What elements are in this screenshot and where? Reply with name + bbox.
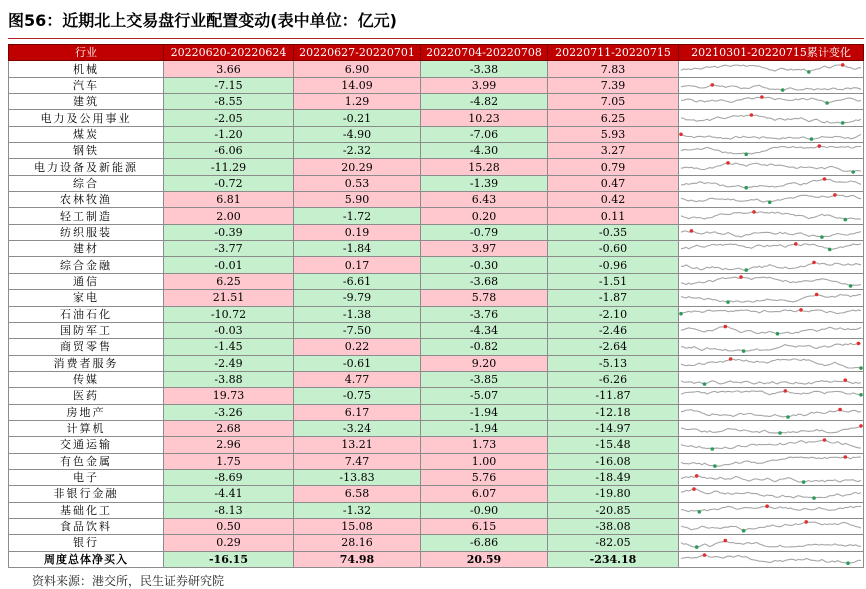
sparkline-min-marker [679, 312, 683, 316]
weekly-flow-value: -1.51 [548, 273, 679, 289]
table-row [9, 290, 864, 306]
industry-name: 建材 [9, 241, 164, 257]
table-row [9, 518, 864, 534]
weekly-flow-value: -7.15 [164, 77, 294, 93]
weekly-flow-value: -4.30 [421, 143, 548, 159]
industry-name: 电力及公用事业 [9, 110, 164, 126]
sparkline-max-marker [711, 83, 715, 87]
header-industry: 行业 [9, 45, 164, 61]
weekly-flow-value: -20.85 [548, 502, 679, 518]
weekly-flow-value: -2.32 [294, 143, 421, 159]
weekly-flow-value: 28.16 [294, 535, 421, 551]
cumulative-sparkline [679, 143, 864, 159]
weekly-flow-value: -3.24 [294, 420, 421, 436]
table-row [9, 371, 864, 387]
weekly-flow-value: 0.17 [294, 257, 421, 273]
industry-name: 钢铁 [9, 143, 164, 159]
cumulative-sparkline [679, 241, 864, 257]
sparkline-max-marker [833, 193, 837, 197]
sparkline-min-marker [695, 546, 699, 550]
weekly-flow-value: -6.86 [421, 535, 548, 551]
weekly-flow-value: -1.45 [164, 339, 294, 355]
weekly-flow-value: -13.83 [294, 469, 421, 485]
table-row [9, 404, 864, 420]
weekly-flow-value: -4.82 [421, 94, 548, 110]
weekly-flow-value: 3.97 [421, 241, 548, 257]
table-row [9, 126, 864, 142]
sparkline-max-marker [703, 553, 707, 557]
table-row [9, 420, 864, 436]
industry-name: 有色金属 [9, 453, 164, 469]
weekly-flow-value: -6.61 [294, 273, 421, 289]
industry-name: 非银行金融 [9, 486, 164, 502]
table-row [9, 306, 864, 322]
sparkline-max-marker [841, 63, 845, 67]
industry-name: 医药 [9, 388, 164, 404]
weekly-flow-value: -9.79 [294, 290, 421, 306]
industry-name: 机械 [9, 61, 164, 77]
cumulative-sparkline [679, 355, 864, 371]
weekly-flow-value: 15.08 [294, 518, 421, 534]
sparkline-min-marker [713, 464, 717, 468]
weekly-flow-value: 6.90 [294, 61, 421, 77]
weekly-flow-value: -4.90 [294, 126, 421, 142]
weekly-flow-value: 10.23 [421, 110, 548, 126]
weekly-flow-value: 1.29 [294, 94, 421, 110]
industry-name: 综合 [9, 175, 164, 191]
industry-name: 银行 [9, 535, 164, 551]
header-cumulative: 20210301-20220715累计变化 [679, 45, 864, 61]
weekly-flow-value: 7.47 [294, 453, 421, 469]
weekly-flow-value: -0.30 [421, 257, 548, 273]
table-body [9, 61, 864, 568]
sparkline-max-marker [726, 161, 730, 165]
weekly-flow-value: 6.25 [164, 273, 294, 289]
weekly-flow-value: -6.26 [548, 371, 679, 387]
cumulative-sparkline [679, 175, 864, 191]
weekly-flow-value: -1.32 [294, 502, 421, 518]
sparkline-min-marker [810, 137, 814, 141]
total-value: 74.98 [294, 551, 421, 567]
cumulative-sparkline [679, 502, 864, 518]
weekly-flow-value: 6.25 [548, 110, 679, 126]
sparkline-max-marker [844, 455, 848, 459]
weekly-flow-value: 0.19 [294, 224, 421, 240]
weekly-flow-value: -0.79 [421, 224, 548, 240]
table-row [9, 77, 864, 93]
sparkline-min-marker [849, 284, 853, 288]
industry-name: 通信 [9, 273, 164, 289]
weekly-flow-value: 7.83 [548, 61, 679, 77]
weekly-flow-value: -7.06 [421, 126, 548, 142]
header-week-3: 20220704-20220708 [421, 45, 548, 61]
cumulative-sparkline [679, 61, 864, 77]
weekly-flow-value: -3.68 [421, 273, 548, 289]
cumulative-sparkline [679, 322, 864, 338]
sparkline-min-marker [742, 350, 746, 354]
industry-name: 房地产 [9, 404, 164, 420]
weekly-flow-value: -1.87 [548, 290, 679, 306]
table-row [9, 388, 864, 404]
weekly-flow-value: 3.66 [164, 61, 294, 77]
total-value: -234.18 [548, 551, 679, 567]
sparkline-min-marker [744, 186, 748, 190]
weekly-flow-value: -3.85 [421, 371, 548, 387]
sparkline-max-marker [818, 145, 822, 149]
sparkline-min-marker [711, 448, 715, 452]
sparkline-max-marker [750, 113, 754, 117]
table-row [9, 110, 864, 126]
weekly-flow-value: -0.96 [548, 257, 679, 273]
table-row [9, 208, 864, 224]
sparkline-min-marker [781, 88, 785, 92]
weekly-flow-value: 1.73 [421, 437, 548, 453]
weekly-flow-value: -14.97 [548, 420, 679, 436]
table-row [9, 143, 864, 159]
weekly-flow-value: 20.29 [294, 159, 421, 175]
weekly-flow-value: 0.79 [548, 159, 679, 175]
cumulative-sparkline [679, 339, 864, 355]
weekly-flow-value: -1.39 [421, 175, 548, 191]
cumulative-sparkline [679, 420, 864, 436]
sparkline-max-marker [695, 474, 699, 478]
weekly-flow-value: -5.07 [421, 388, 548, 404]
table-row [9, 94, 864, 110]
weekly-flow-value: -0.60 [548, 241, 679, 257]
industry-name: 计算机 [9, 420, 164, 436]
weekly-flow-value: -0.82 [421, 339, 548, 355]
weekly-flow-value: 3.27 [548, 143, 679, 159]
weekly-flow-value: 4.77 [294, 371, 421, 387]
cumulative-sparkline [679, 290, 864, 306]
sparkline-max-marker [823, 177, 827, 181]
weekly-flow-value: 5.93 [548, 126, 679, 142]
sparkline-min-marker [859, 393, 863, 397]
weekly-flow-value: -2.46 [548, 322, 679, 338]
cumulative-sparkline [679, 404, 864, 420]
weekly-flow-value: -8.69 [164, 469, 294, 485]
weekly-flow-value: 1.75 [164, 453, 294, 469]
sparkline-max-marker [765, 504, 769, 508]
weekly-flow-value: 5.90 [294, 192, 421, 208]
cumulative-sparkline [679, 192, 864, 208]
cumulative-sparkline [679, 453, 864, 469]
sparkline-max-marker [857, 342, 861, 346]
sparkline-min-marker [703, 382, 707, 386]
weekly-flow-value: 21.51 [164, 290, 294, 306]
sparkline-max-marker [815, 293, 819, 297]
sparkline-min-marker [851, 170, 855, 174]
weekly-flow-value: 6.17 [294, 404, 421, 420]
industry-allocation-table [8, 44, 864, 568]
sparkline-max-marker [724, 325, 728, 329]
weekly-flow-value: 13.21 [294, 437, 421, 453]
weekly-flow-value: -1.94 [421, 404, 548, 420]
weekly-flow-value: -1.84 [294, 241, 421, 257]
cumulative-sparkline [679, 518, 864, 534]
sparkline-max-marker [838, 408, 842, 412]
table-row [9, 502, 864, 518]
weekly-flow-value: 14.09 [294, 77, 421, 93]
industry-name: 农林牧渔 [9, 192, 164, 208]
sparkline-max-marker [690, 229, 694, 233]
sparkline-min-marker [698, 510, 702, 514]
sparkline-min-marker [825, 101, 829, 105]
weekly-flow-value: 6.58 [294, 486, 421, 502]
cumulative-sparkline [679, 273, 864, 289]
table-row [9, 61, 864, 77]
sparkline-min-marker [744, 153, 748, 157]
weekly-flow-value: -11.87 [548, 388, 679, 404]
page-title: 图56：近期北上交易盘行业配置变动(表中单位：亿元) [8, 11, 397, 30]
weekly-flow-value: 9.20 [421, 355, 548, 371]
weekly-flow-value: -3.76 [421, 306, 548, 322]
header-row [9, 45, 864, 61]
weekly-flow-value: -8.55 [164, 94, 294, 110]
weekly-flow-value: 5.78 [421, 290, 548, 306]
cumulative-sparkline [679, 94, 864, 110]
weekly-flow-value: 6.07 [421, 486, 548, 502]
header-week-1: 20220620-20220624 [164, 45, 294, 61]
sparkline-min-marker [812, 497, 816, 501]
weekly-flow-value: 6.81 [164, 192, 294, 208]
cumulative-sparkline [679, 257, 864, 273]
weekly-flow-value: -1.20 [164, 126, 294, 142]
weekly-flow-value: -3.38 [421, 61, 548, 77]
sparkline-max-marker [692, 488, 696, 492]
sparkline-min-marker [846, 561, 850, 565]
weekly-flow-value: 2.00 [164, 208, 294, 224]
table-row [9, 453, 864, 469]
cumulative-sparkline [679, 388, 864, 404]
total-sparkline [679, 551, 864, 567]
title-divider [8, 38, 864, 39]
cumulative-sparkline [679, 306, 864, 322]
industry-name: 传媒 [9, 371, 164, 387]
weekly-flow-value: -1.38 [294, 306, 421, 322]
cumulative-sparkline [679, 486, 864, 502]
cumulative-sparkline [679, 126, 864, 142]
weekly-flow-value: -2.49 [164, 355, 294, 371]
sparkline-max-marker [859, 424, 863, 428]
sparkline-min-marker [802, 480, 806, 484]
header-week-2: 20220627-20220701 [294, 45, 421, 61]
weekly-flow-value: -4.34 [421, 322, 548, 338]
sparkline-min-marker [776, 332, 780, 336]
table-row [9, 257, 864, 273]
cumulative-sparkline [679, 469, 864, 485]
cumulative-sparkline [679, 159, 864, 175]
industry-name: 交通运输 [9, 437, 164, 453]
table-row [9, 469, 864, 485]
sparkline-max-marker [823, 439, 827, 443]
weekly-flow-value: -0.75 [294, 388, 421, 404]
weekly-flow-value: -3.88 [164, 371, 294, 387]
sparkline-max-marker [799, 308, 803, 312]
weekly-flow-value: 2.68 [164, 420, 294, 436]
cumulative-sparkline [679, 224, 864, 240]
sparkline-max-marker [739, 275, 743, 279]
weekly-flow-value: 3.99 [421, 77, 548, 93]
sparkline-min-marker [859, 366, 863, 370]
weekly-flow-value: 7.39 [548, 77, 679, 93]
industry-name: 煤炭 [9, 126, 164, 142]
weekly-flow-value: -2.05 [164, 110, 294, 126]
weekly-flow-value: 0.11 [548, 208, 679, 224]
sparkline-max-marker [844, 378, 848, 382]
table-row [9, 192, 864, 208]
sparkline-min-marker [844, 217, 848, 221]
sparkline-max-marker [724, 539, 728, 543]
weekly-flow-value: -12.18 [548, 404, 679, 420]
weekly-flow-value: -15.48 [548, 437, 679, 453]
industry-name: 商贸零售 [9, 339, 164, 355]
weekly-flow-value: -5.13 [548, 355, 679, 371]
cumulative-sparkline [679, 371, 864, 387]
weekly-flow-value: 0.53 [294, 175, 421, 191]
weekly-flow-value: 6.15 [421, 518, 548, 534]
industry-name: 家电 [9, 290, 164, 306]
sparkline-max-marker [679, 132, 683, 136]
weekly-flow-value: -8.13 [164, 502, 294, 518]
table-row [9, 159, 864, 175]
sparkline-max-marker [760, 95, 764, 99]
header-week-4: 20220711-20220715 [548, 45, 679, 61]
weekly-flow-value: -6.06 [164, 143, 294, 159]
weekly-flow-value: -0.61 [294, 355, 421, 371]
weekly-flow-value: -2.10 [548, 306, 679, 322]
sparkline-max-marker [794, 242, 798, 246]
industry-name: 国防军工 [9, 322, 164, 338]
weekly-flow-value: 0.47 [548, 175, 679, 191]
cumulative-sparkline [679, 208, 864, 224]
weekly-flow-value: -82.05 [548, 535, 679, 551]
weekly-flow-value: -0.39 [164, 224, 294, 240]
industry-name: 纺织服装 [9, 224, 164, 240]
weekly-flow-value: 0.42 [548, 192, 679, 208]
weekly-flow-value: -1.94 [421, 420, 548, 436]
weekly-flow-value: -0.72 [164, 175, 294, 191]
weekly-flow-value: -11.29 [164, 159, 294, 175]
weekly-flow-value: -19.80 [548, 486, 679, 502]
sparkline-max-marker [812, 260, 816, 264]
weekly-flow-value: -16.08 [548, 453, 679, 469]
industry-name: 基础化工 [9, 502, 164, 518]
weekly-flow-value: 0.50 [164, 518, 294, 534]
industry-name: 电力设备及新能源 [9, 159, 164, 175]
table-row [9, 339, 864, 355]
industry-name: 综合金融 [9, 257, 164, 273]
sparkline-min-marker [786, 415, 790, 419]
total-value: 20.59 [421, 551, 548, 567]
weekly-flow-value: -0.03 [164, 322, 294, 338]
total-row [9, 551, 864, 567]
sparkline-min-marker [807, 70, 811, 74]
weekly-flow-value: -4.41 [164, 486, 294, 502]
sparkline-min-marker [744, 268, 748, 272]
cumulative-sparkline [679, 77, 864, 93]
weekly-flow-value: -0.01 [164, 257, 294, 273]
weekly-flow-value: -10.72 [164, 306, 294, 322]
sparkline-min-marker [768, 201, 772, 205]
table-row [9, 175, 864, 191]
sparkline-min-marker [828, 248, 832, 252]
weekly-flow-value: -0.90 [421, 502, 548, 518]
weekly-flow-value: 0.20 [421, 208, 548, 224]
industry-name: 汽车 [9, 77, 164, 93]
table-row [9, 273, 864, 289]
weekly-flow-value: 0.22 [294, 339, 421, 355]
cumulative-sparkline [679, 535, 864, 551]
weekly-flow-value: -3.26 [164, 404, 294, 420]
source-note: 资料来源：港交所，民生证券研究院 [32, 574, 225, 588]
weekly-flow-value: -0.35 [548, 224, 679, 240]
table-row [9, 322, 864, 338]
weekly-flow-value: 6.43 [421, 192, 548, 208]
sparkline-min-marker [820, 235, 824, 239]
table-row [9, 437, 864, 453]
total-value: -16.15 [164, 551, 294, 567]
cumulative-sparkline [679, 437, 864, 453]
cumulative-sparkline [679, 110, 864, 126]
weekly-flow-value: 1.00 [421, 453, 548, 469]
sparkline-max-marker [752, 210, 756, 214]
weekly-flow-value: 5.76 [421, 469, 548, 485]
sparkline-min-marker [778, 431, 782, 435]
total-label: 周度总体净买入 [9, 551, 164, 567]
table-row [9, 486, 864, 502]
weekly-flow-value: -38.08 [548, 518, 679, 534]
industry-name: 电子 [9, 469, 164, 485]
weekly-flow-value: 2.96 [164, 437, 294, 453]
table-row [9, 241, 864, 257]
sparkline-min-marker [841, 121, 845, 125]
sparkline-max-marker [784, 389, 788, 393]
table-row [9, 535, 864, 551]
industry-name: 食品饮料 [9, 518, 164, 534]
table-row [9, 224, 864, 240]
table-row [9, 355, 864, 371]
sparkline-max-marker [804, 520, 808, 524]
sparkline-max-marker [729, 357, 733, 361]
weekly-flow-value: 15.28 [421, 159, 548, 175]
weekly-flow-value: -7.50 [294, 322, 421, 338]
weekly-flow-value: 7.05 [548, 94, 679, 110]
industry-name: 石油石化 [9, 306, 164, 322]
industry-name: 消费者服务 [9, 355, 164, 371]
weekly-flow-value: -2.64 [548, 339, 679, 355]
industry-name: 轻工制造 [9, 208, 164, 224]
weekly-flow-value: -3.77 [164, 241, 294, 257]
industry-name: 建筑 [9, 94, 164, 110]
weekly-flow-value: -0.21 [294, 110, 421, 126]
weekly-flow-value: -18.49 [548, 469, 679, 485]
weekly-flow-value: 19.73 [164, 388, 294, 404]
sparkline-min-marker [742, 529, 746, 533]
weekly-flow-value: 0.29 [164, 535, 294, 551]
weekly-flow-value: -1.72 [294, 208, 421, 224]
sparkline-min-marker [726, 301, 730, 305]
